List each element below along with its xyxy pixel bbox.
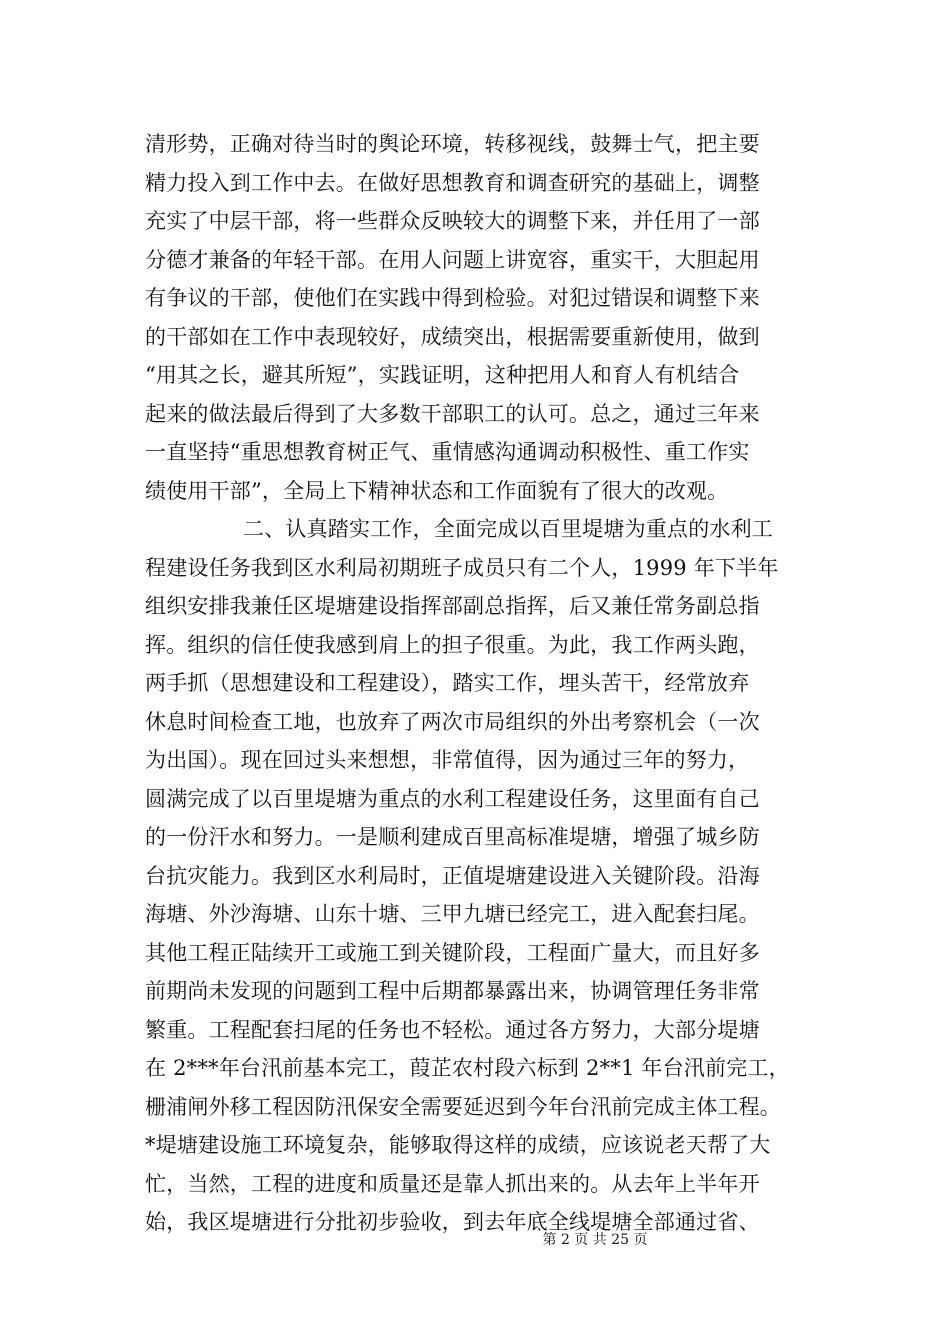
- section-heading-line: 二、认真踏实工作，全面完成以百里堤塘为重点的水利工: [243, 517, 773, 541]
- text-line: 为出国）。现在回过头来想想，非常值得，因为通过三年的努力，: [145, 748, 750, 772]
- text-line: 前期尚未发现的问题到工程中后期都暴露出来，协调管理任务非常: [145, 979, 760, 1003]
- page-number: 第 2 页 共 25 页: [542, 1232, 648, 1248]
- text-line: 分德才兼备的年轻干部。在用人问题上讲宽容，重实干，大胆起用: [145, 247, 760, 272]
- text-line: 组织安排我兼任区堤塘建设指挥部副总指挥，后又兼任常务副总指: [145, 594, 760, 618]
- text-line: 绩使用干部”，全局上下精神状态和工作面貌有了很大的改观。: [145, 478, 729, 503]
- text-line: 始，我区堤塘进行分批初步验收，到去年底全线堤塘全部通过省、: [145, 1210, 760, 1234]
- text-line: 挥。组织的信任使我感到肩上的担子很重。为此，我工作两头跑，: [145, 632, 760, 657]
- text-line: 有争议的干部，使他们在实践中得到检验。对犯过错误和调整下来: [145, 286, 760, 310]
- text-line: 台抗灾能力。我到区水利局时，正值堤塘建设进入关键阶段。沿海: [145, 863, 760, 888]
- text-line: 清形势，正确对待当时的舆论环境，转移视线，鼓舞士气，把主要: [145, 132, 760, 156]
- text-line: 的一份汗水和努力。一是顺利建成百里高标准堤塘，增强了城乡防: [145, 825, 760, 849]
- text-line: 忙，当然，工程的进度和质量还是靠人抓出来的。从去年上半年开: [145, 1171, 760, 1196]
- body-text: [145, 125, 825, 1242]
- text-line: 一直坚持“重思想教育树正气、重情感沟通调动积极性、重工作实: [145, 440, 750, 464]
- text-line: 栅浦闸外移工程因防汛保安全需要延迟到今年台汛前完成主体工程。: [145, 1094, 781, 1119]
- text-line: 的干部如在工作中表现较好，成绩突出，根据需要重新使用，做到: [145, 324, 760, 349]
- text-line: 在 2***年台汛前基本完工，葭芷农村段六标到 2**1 年台汛前完工，: [145, 1056, 790, 1080]
- text-line: 起来的做法最后得到了大多数干部职工的认可。总之，通过三年来: [145, 401, 760, 426]
- text-line: 两手抓（思想建设和工程建设），踏实工作，埋头苦干，经常放弃: [145, 671, 750, 695]
- text-line: 其他工程正陆续开工或施工到关键阶段，工程面广量大，而且好多: [145, 940, 760, 965]
- text-line: 繁重。工程配套扫尾的任务也不轻松。通过各方努力，大部分堤塘: [145, 1017, 760, 1042]
- text-line: 程建设任务我到区水利局初期班子成员只有二个人，1999 年下半年: [145, 555, 779, 580]
- text-line: *堤塘建设施工环境复杂，能够取得这样的成绩，应该说老天帮了大: [145, 1133, 771, 1157]
- text-line: 休息时间检查工地，也放弃了两次市局组织的外出考察机会（一次: [145, 709, 760, 734]
- text-line: 充实了中层干部，将一些群众反映较大的调整下来，并任用了一部: [145, 209, 760, 233]
- text-line: 精力投入到工作中去。在做好思想教育和调查研究的基础上，调整: [145, 170, 760, 195]
- text-line: 圆满完成了以百里堤塘为重点的水利工程建设任务，这里面有自己: [145, 786, 760, 811]
- text-line: “用其之长，避其所短”，实践证明，这种把用人和育人有机结合: [145, 363, 740, 387]
- text-line: 海塘、外沙海塘、山东十塘、三甲九塘已经完工，进入配套扫尾。: [145, 902, 760, 926]
